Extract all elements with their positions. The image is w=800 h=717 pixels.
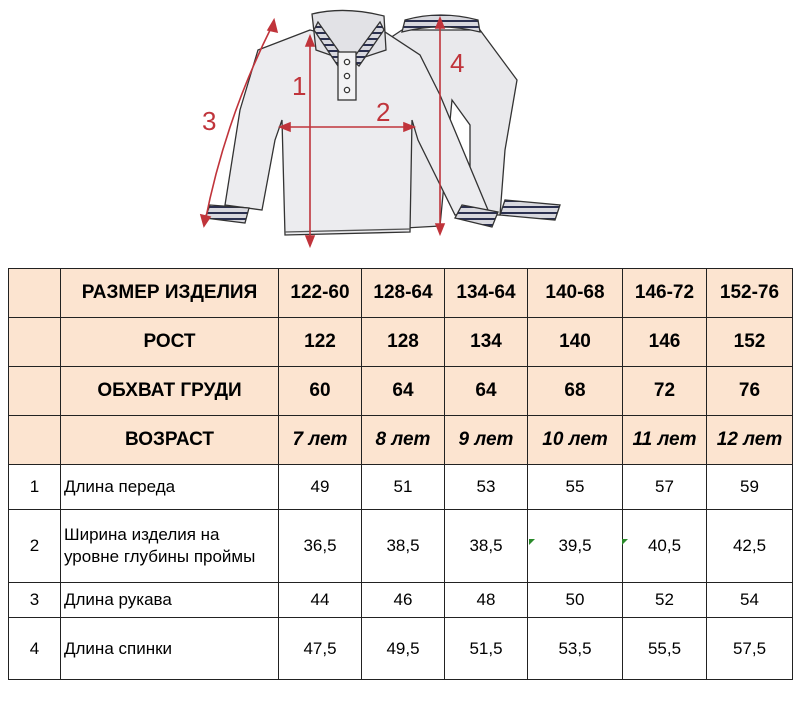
header-label: ОБХВАТ ГРУДИ xyxy=(61,367,279,416)
measure-number: 2 xyxy=(9,510,61,583)
measure-row xyxy=(9,465,793,510)
measure-number: 3 xyxy=(9,583,61,618)
measure-name: Длина рукава xyxy=(61,583,279,618)
measure-value: 52 xyxy=(623,583,707,618)
measure-value: 55,5 xyxy=(623,618,707,680)
header-value: 152 xyxy=(707,318,793,367)
header-value: 12 лет xyxy=(707,416,793,465)
header-value: 128 xyxy=(362,318,445,367)
header-value: 7 лет xyxy=(279,416,362,465)
dimension-label-1: 1 xyxy=(292,71,307,101)
measure-row xyxy=(9,510,793,583)
measure-value: 55 xyxy=(528,465,623,510)
header-value: 76 xyxy=(707,367,793,416)
header-row xyxy=(9,318,793,367)
header-empty-cell xyxy=(9,367,61,416)
header-row xyxy=(9,367,793,416)
header-empty-cell xyxy=(9,416,61,465)
dimension-label-3: 3 xyxy=(202,106,217,136)
dimension-label-4: 4 xyxy=(450,48,465,78)
cell-comment-marker xyxy=(622,539,628,545)
measure-number: 4 xyxy=(9,618,61,680)
measure-value: 36,5 xyxy=(279,510,362,583)
size-chart-table xyxy=(8,268,793,680)
measure-value: 53,5 xyxy=(528,618,623,680)
measure-row xyxy=(9,618,793,680)
measure-number: 1 xyxy=(9,465,61,510)
header-value: 8 лет xyxy=(362,416,445,465)
measure-row xyxy=(9,583,793,618)
measure-value: 57,5 xyxy=(707,618,793,680)
header-value: 11 лет xyxy=(623,416,707,465)
measure-name: Ширина изделия на уровне глубины проймы xyxy=(61,510,279,583)
header-value: 122 xyxy=(279,318,362,367)
measure-value: 51 xyxy=(362,465,445,510)
measure-value: 49 xyxy=(279,465,362,510)
size-chart-body xyxy=(9,269,793,680)
measure-value: 40,5 xyxy=(623,510,707,583)
measure-value: 39,5 xyxy=(528,510,623,583)
measure-value: 38,5 xyxy=(362,510,445,583)
header-value: 140 xyxy=(528,318,623,367)
measure-value: 47,5 xyxy=(279,618,362,680)
header-empty-cell xyxy=(9,269,61,318)
header-value: 152-76 xyxy=(707,269,793,318)
header-value: 9 лет xyxy=(445,416,528,465)
header-value: 128-64 xyxy=(362,269,445,318)
polo-shirt-diagram xyxy=(0,0,800,268)
header-label: ВОЗРАСТ xyxy=(61,416,279,465)
header-value: 134-64 xyxy=(445,269,528,318)
measure-name: Длина спинки xyxy=(61,618,279,680)
header-label: РАЗМЕР ИЗДЕЛИЯ xyxy=(61,269,279,318)
header-value: 60 xyxy=(279,367,362,416)
measure-value: 46 xyxy=(362,583,445,618)
header-value: 134 xyxy=(445,318,528,367)
header-value: 68 xyxy=(528,367,623,416)
measure-value: 49,5 xyxy=(362,618,445,680)
header-value: 64 xyxy=(445,367,528,416)
header-empty-cell xyxy=(9,318,61,367)
measure-value: 59 xyxy=(707,465,793,510)
header-value: 64 xyxy=(362,367,445,416)
header-row xyxy=(9,269,793,318)
measure-value: 57 xyxy=(623,465,707,510)
header-value: 146 xyxy=(623,318,707,367)
header-value: 122-60 xyxy=(279,269,362,318)
measure-name: Длина переда xyxy=(61,465,279,510)
header-label: РОСТ xyxy=(61,318,279,367)
measure-value: 54 xyxy=(707,583,793,618)
measure-value: 44 xyxy=(279,583,362,618)
measure-value: 53 xyxy=(445,465,528,510)
measure-value: 51,5 xyxy=(445,618,528,680)
measure-value: 48 xyxy=(445,583,528,618)
header-value: 146-72 xyxy=(623,269,707,318)
dimension-label-2: 2 xyxy=(376,97,391,127)
measure-value: 50 xyxy=(528,583,623,618)
header-value: 72 xyxy=(623,367,707,416)
header-value: 10 лет xyxy=(528,416,623,465)
cell-comment-marker xyxy=(529,539,535,545)
measure-value: 38,5 xyxy=(445,510,528,583)
header-row xyxy=(9,416,793,465)
measure-value: 42,5 xyxy=(707,510,793,583)
header-value: 140-68 xyxy=(528,269,623,318)
